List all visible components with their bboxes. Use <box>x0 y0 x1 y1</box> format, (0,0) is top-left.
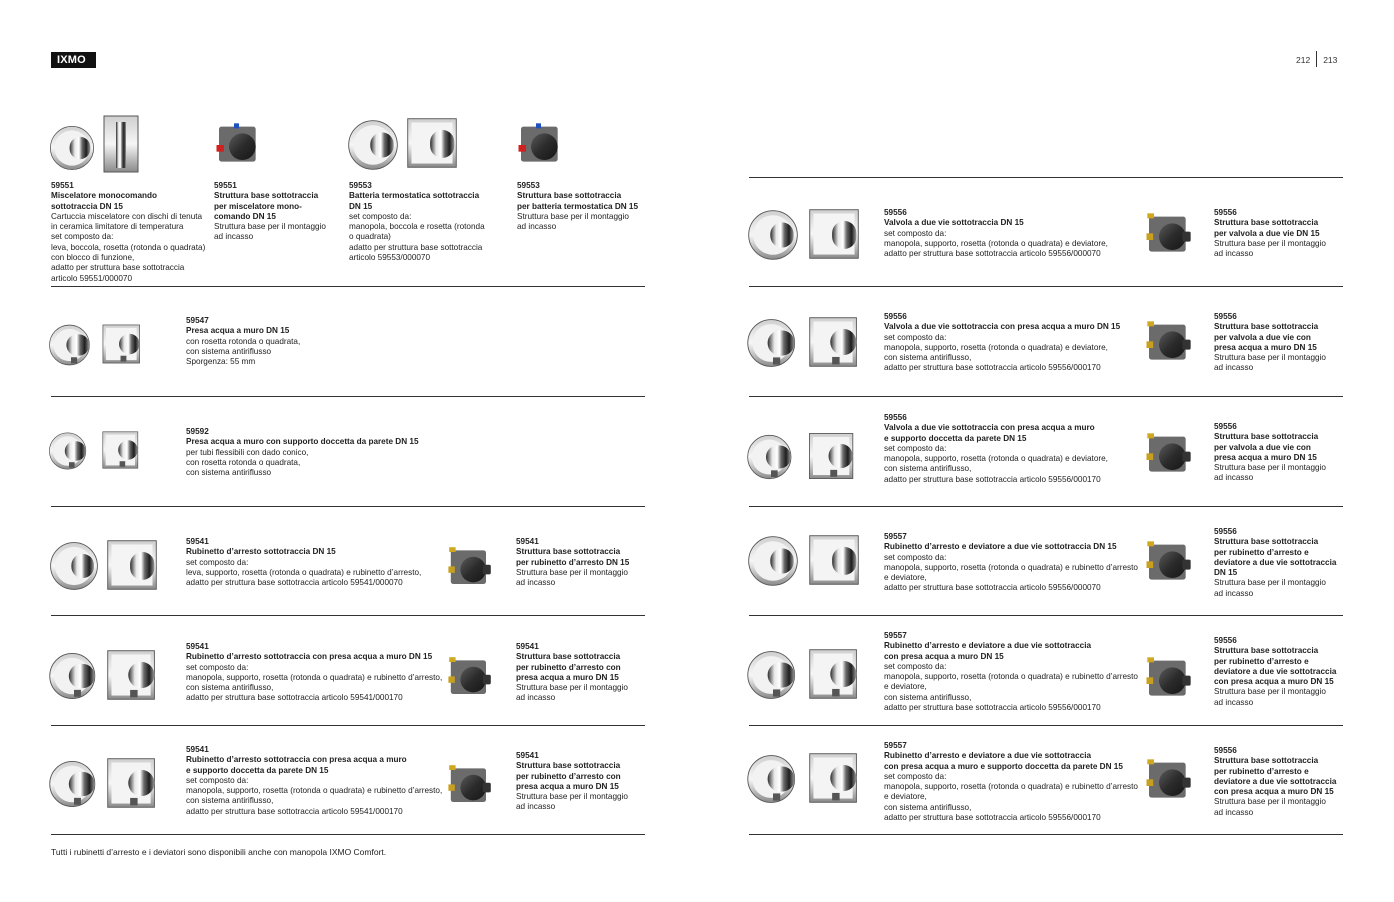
base-code: 59556 <box>1214 422 1237 431</box>
divider <box>749 506 1343 507</box>
product-desc: Struttura base per il montaggio ad incasso <box>517 211 629 232</box>
base-title: Struttura base sottotraccia per rubinetto d’arresto con presa acqua a muro DN 15 <box>516 761 621 791</box>
base-code: 59541 <box>516 642 539 651</box>
footnote: Tutti i rubinetti d’arresto e i deviatori sono disponibili anche con manopola IXMO Comfort. <box>51 847 387 857</box>
base-block <box>516 642 646 704</box>
divider <box>51 615 645 616</box>
base-title: Struttura base sottotraccia per valvola a due vie con presa acqua a muro DN 15 <box>1214 322 1319 352</box>
product-code: 59557 <box>884 532 907 541</box>
base-block <box>1214 636 1344 708</box>
base-desc: Struttura base per il montaggio ad incasso <box>1214 578 1326 598</box>
product-image-round <box>48 322 94 368</box>
product-desc: set composto da: manopola, supporto, rosetta (rotonda o quadrata) e deviatore, con sistema antiriflusso, adatto per struttura base sottotraccia articolo 59556/000170 <box>884 332 1108 373</box>
divider <box>51 286 645 287</box>
product-code: 59556 <box>884 413 907 422</box>
brand-label: IXMO <box>51 52 96 68</box>
base-block <box>1214 527 1344 599</box>
product-image-square <box>104 536 160 594</box>
product-block <box>349 181 514 263</box>
product-image-mixer-base <box>212 120 266 170</box>
product-code: 59551 <box>214 181 237 190</box>
product-desc: set composto da: manopola, supporto, rosetta (rotonda o quadrata) e rubinetto d’arresto, con sistema antiriflusso, adatto per struttura base sottotraccia articolo 59541/000170 <box>186 662 443 703</box>
product-image-square <box>806 312 862 372</box>
product-image-base <box>1142 210 1196 260</box>
base-block <box>1214 312 1344 374</box>
product-image-round <box>48 430 90 472</box>
product-image-round <box>746 432 796 482</box>
product-image-base <box>1142 756 1196 806</box>
product-desc: Struttura base per il montaggio ad incasso <box>214 222 326 242</box>
product-title: Miscelatore monocomando sottotraccia DN 15 <box>51 191 158 211</box>
product-image-base <box>444 762 496 810</box>
product-title: Struttura base sottotraccia per batteria termostatica DN 15 <box>517 191 639 211</box>
base-code: 59556 <box>1214 312 1237 321</box>
product-code: 59541 <box>186 537 209 546</box>
product-desc: set composto da: manopola, supporto, rosetta (rotonda o quadrata) e rubinetto d’arresto e deviatore, con sistema antiriflusso, adatto per struttura base sottotraccia articolo 59556/000170 <box>884 661 1138 713</box>
product-code: 59553 <box>517 181 540 190</box>
product-image-round <box>48 758 100 810</box>
divider <box>749 396 1343 397</box>
product-image-round <box>48 540 100 592</box>
product-title: Rubinetto d’arresto e deviatore a due vie sottotraccia DN 15 <box>884 542 1117 552</box>
product-title: Valvola a due vie sottotraccia con presa acqua a muro e supporto doccetta da parete DN 15 <box>884 423 1095 443</box>
product-image-thermo-round <box>346 118 400 172</box>
product-block <box>884 741 1144 823</box>
base-block <box>1214 422 1344 484</box>
page-number-left: 212 <box>1296 55 1311 66</box>
product-image-square <box>104 754 160 812</box>
divider <box>749 286 1343 287</box>
divider <box>749 725 1343 726</box>
product-block <box>517 181 652 232</box>
product-image-round <box>746 752 800 806</box>
product-image-square <box>806 530 862 590</box>
product-image-base <box>444 544 496 592</box>
product-code: 59541 <box>186 745 209 754</box>
product-desc: set composto da: manopola, supporto, rosetta (rotonda o quadrata) e deviatore, con sistema antiriflusso, adatto per struttura base sottotraccia articolo 59556/000170 <box>884 443 1108 484</box>
divider <box>749 177 1343 178</box>
product-code: 59557 <box>884 741 907 750</box>
product-image-mixer-square <box>100 112 142 176</box>
base-desc: Struttura base per il montaggio ad incasso <box>1214 238 1326 259</box>
base-desc: Struttura base per il montaggio ad incasso <box>1214 687 1326 707</box>
product-title: Valvola a due vie sottotraccia con presa acqua a muro DN 15 <box>884 322 1121 332</box>
base-desc: Struttura base per il montaggio ad incasso <box>1214 797 1326 817</box>
product-block <box>214 181 339 243</box>
product-title: Batteria termostatica sottotraccia DN 15 <box>349 191 480 211</box>
base-code: 59556 <box>1214 527 1237 536</box>
base-title: Struttura base sottotraccia per rubinetto d’arresto e deviatore a due vie sottotraccia DN 15 <box>1214 537 1337 578</box>
product-code: 59556 <box>884 312 907 321</box>
page-numbers <box>1296 53 1337 69</box>
divider <box>51 725 645 726</box>
product-image-mixer-round <box>48 118 96 178</box>
product-desc: set composto da: leva, supporto, rosetta (rotonda o quadrata) e rubinetto d’arresto, adatto per struttura base sottotraccia articolo 59541/000070 <box>186 557 422 588</box>
product-title: Presa acqua a muro DN 15 <box>186 326 290 336</box>
product-code: 59557 <box>884 631 907 640</box>
page-number-right: 213 <box>1323 55 1338 66</box>
product-block <box>884 208 1144 259</box>
product-desc: set composto da: manopola, supporto, rosetta (rotonda o quadrata) e deviatore, adatto per struttura base sottotraccia articolo 59556/000070 <box>884 228 1108 259</box>
product-title: Valvola a due vie sottotraccia DN 15 <box>884 218 1024 228</box>
product-code: 59547 <box>186 316 209 325</box>
product-image-square <box>806 644 862 704</box>
base-block <box>1214 746 1344 818</box>
base-title: Struttura base sottotraccia per valvola a due vie DN 15 <box>1214 218 1320 238</box>
product-image-base <box>1142 430 1196 480</box>
base-code: 59556 <box>1214 636 1237 645</box>
product-block <box>186 427 456 478</box>
divider <box>749 834 1343 835</box>
divider <box>51 834 645 835</box>
product-desc: set composto da: manopola, supporto, rosetta (rotonda o quadrata) e rubinetto d’arresto e deviatore, con sistema antiriflusso, adatto per struttura base sottotraccia articolo 59556/000170 <box>884 771 1138 823</box>
product-title: Rubinetto d’arresto e deviatore a due vie sottotraccia con presa acqua a muro e supporto doccetta da parete DN 15 <box>884 751 1123 771</box>
product-desc: per tubi flessibili con dado conico, con rosetta rotonda o quadrata, con sistema antiriflusso <box>186 447 309 478</box>
product-block <box>884 312 1144 374</box>
product-image-thermo-base <box>514 120 568 170</box>
base-title: Struttura base sottotraccia per rubinetto d’arresto e deviatore a due vie sottotraccia con presa acqua a muro DN 15 <box>1214 646 1337 687</box>
product-image-round <box>746 648 800 702</box>
base-desc: Struttura base per il montaggio ad incasso <box>1214 353 1326 373</box>
product-image-thermo-square <box>404 114 460 172</box>
product-block <box>186 537 446 588</box>
product-title: Rubinetto d’arresto sottotraccia con presa acqua a muro e supporto doccetta da parete DN 15 <box>186 755 407 775</box>
product-title: Struttura base sottotraccia per miscelatore mono- comando DN 15 <box>214 191 319 221</box>
product-code: 59551 <box>51 181 74 190</box>
product-block <box>186 745 446 817</box>
product-image-square <box>100 318 144 370</box>
product-image-round <box>48 650 100 702</box>
product-image-base <box>444 654 496 702</box>
product-image-square <box>806 748 862 808</box>
base-code: 59556 <box>1214 746 1237 755</box>
product-title: Rubinetto d’arresto sottotraccia DN 15 <box>186 547 336 557</box>
product-image-square <box>806 204 862 264</box>
product-block <box>186 316 446 367</box>
divider <box>51 506 645 507</box>
product-image-base <box>1142 538 1196 588</box>
divider <box>749 615 1343 616</box>
product-desc: set composto da: manopola, supporto, rosetta (rotonda o quadrata) e rubinetto d’arresto, con sistema antiriflusso, adatto per struttura base sottotraccia articolo 59541/000170 <box>186 775 443 816</box>
base-block <box>516 751 646 813</box>
base-code: 59556 <box>1214 208 1237 217</box>
product-block <box>884 413 1144 485</box>
product-desc: con rosetta rotonda o quadrata, con sistema antiriflusso Sporgenza: 55 mm <box>186 336 301 367</box>
base-block <box>1214 208 1344 259</box>
product-block <box>186 642 446 704</box>
product-image-base <box>1142 654 1196 704</box>
product-code: 59592 <box>186 427 209 436</box>
base-title: Struttura base sottotraccia per rubinetto d’arresto con presa acqua a muro DN 15 <box>516 652 621 682</box>
product-desc: set composto da: manopola, supporto, rosetta (rotonda o quadrata) e rubinetto d’arresto e deviatore, adatto per struttura base sottotraccia articolo 59556/000070 <box>884 552 1138 593</box>
product-block <box>51 181 211 284</box>
base-title: Struttura base sottotraccia per rubinetto d’arresto DN 15 <box>516 547 630 567</box>
product-image-square <box>104 646 160 704</box>
product-image-round <box>746 208 800 262</box>
base-desc: Struttura base per il montaggio ad incasso <box>516 567 628 588</box>
product-title: Presa acqua a muro con supporto doccetta da parete DN 15 <box>186 437 419 447</box>
product-code: 59541 <box>186 642 209 651</box>
base-block <box>516 537 646 588</box>
product-image-round <box>746 316 800 370</box>
product-desc: Cartuccia miscelatore con dischi di tenuta in ceramica limitatore di temperatura set composto da: leva, boccola, rosetta (rotonda o quadrata) con blocco di funzione, adatto per struttura base sottotraccia articolo 59551/000070 <box>51 211 206 283</box>
product-code: 59553 <box>349 181 372 190</box>
base-desc: Struttura base per il montaggio ad incasso <box>516 792 628 812</box>
base-code: 59541 <box>516 537 539 546</box>
product-image-square <box>806 428 858 484</box>
product-title: Rubinetto d’arresto e deviatore a due vie sottotraccia con presa acqua a muro DN 15 <box>884 641 1092 661</box>
product-code: 59556 <box>884 208 907 217</box>
product-image-round <box>746 534 800 588</box>
base-title: Struttura base sottotraccia per valvola a due vie con presa acqua a muro DN 15 <box>1214 432 1319 462</box>
page-separator <box>1316 51 1317 67</box>
base-desc: Struttura base per il montaggio ad incasso <box>516 683 628 703</box>
product-title: Rubinetto d’arresto sottotraccia con presa acqua a muro DN 15 <box>186 652 433 662</box>
product-desc: set composto da: manopola, boccola e rosetta (rotonda o quadrata) adatto per struttura base sottotraccia articolo 59553/000070 <box>349 211 485 263</box>
product-image-square <box>100 426 142 474</box>
product-block <box>884 631 1144 713</box>
divider <box>51 396 645 397</box>
base-code: 59541 <box>516 751 539 760</box>
base-title: Struttura base sottotraccia per rubinetto d’arresto e deviatore a due vie sottotraccia con presa acqua a muro DN 15 <box>1214 756 1337 797</box>
product-block <box>884 532 1144 594</box>
base-desc: Struttura base per il montaggio ad incasso <box>1214 463 1326 483</box>
product-image-base <box>1142 318 1196 368</box>
